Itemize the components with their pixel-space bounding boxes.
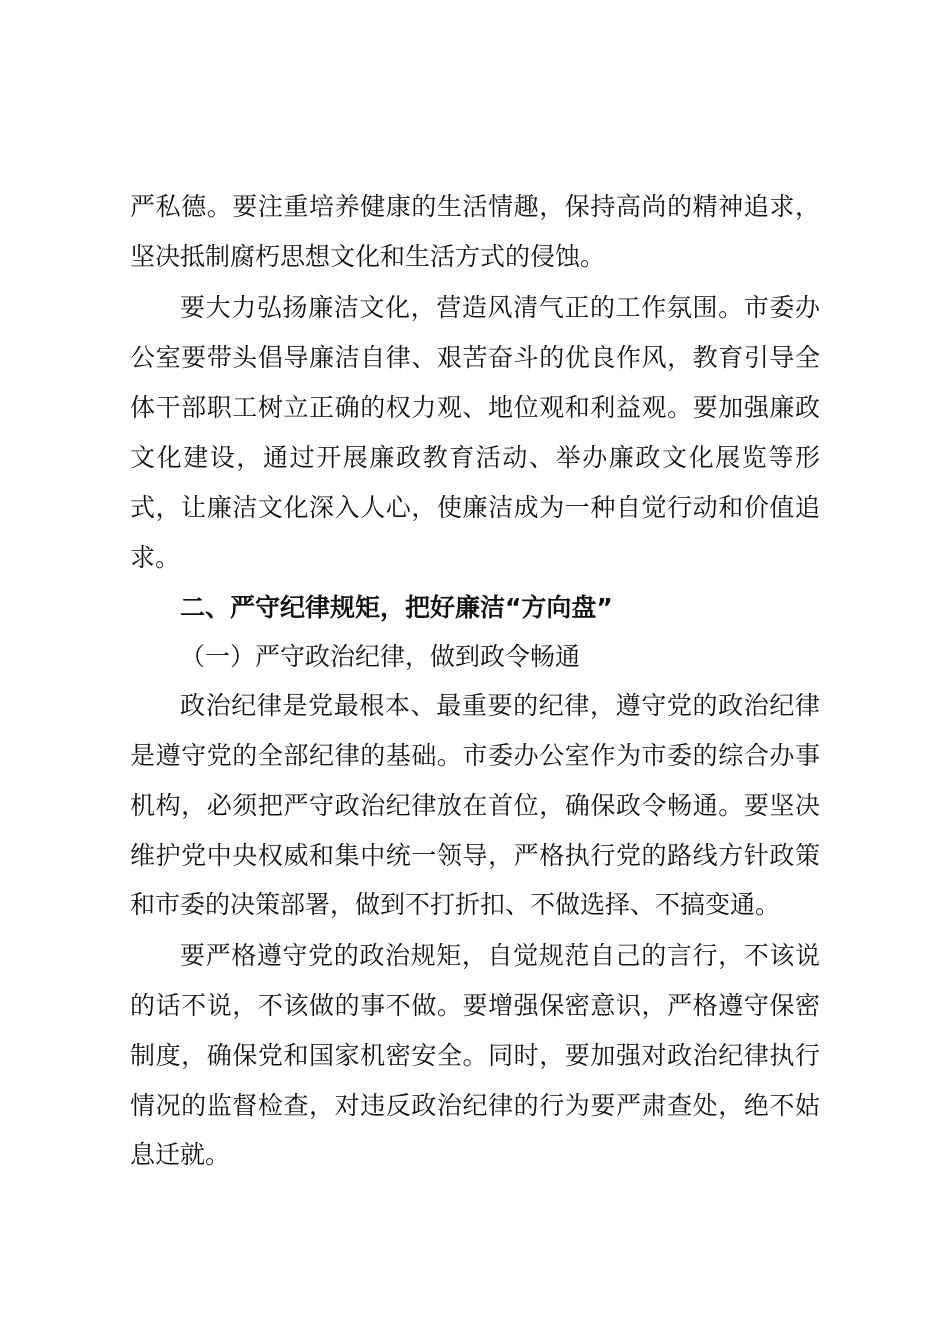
text-line: 式，让廉洁文化深入人心，使廉洁成为一种自觉行动和价值追 [130,493,820,522]
text-line: 维护党中央权威和集中统一领导，严格执行党的路线方针政策 [130,841,820,870]
text-line: 要严格遵守党的政治规矩，自觉规范自己的言行，不该说 [180,941,820,970]
text-line: 息迁就。 [130,1140,231,1169]
text-line: 制度，确保党和国家机密安全。同时，要加强对政治纪律执行 [130,1041,820,1070]
text-line: 情况的监督检查，对违反政治纪律的行为要严肃查处，绝不姑 [130,1091,820,1120]
text-line: 严私德。要注重培养健康的生活情趣，保持高尚的精神追求， [130,192,820,221]
text-line: 是遵守党的全部纪律的基础。市委办公室作为市委的综合办事 [130,741,820,770]
text-line: 的话不说，不该做的事不做。要增强保密意识，严格遵守保密 [130,991,820,1020]
text-line: 要大力弘扬廉洁文化，营造风清气正的工作氛围。市委办 [180,293,820,322]
section-heading: 二、严守纪律规矩，把好廉洁“方向盘” [180,593,613,622]
text-line: 公室要带头倡导廉洁自律、艰苦奋斗的优良作风，教育引导全 [130,343,820,372]
text-line: 体干部职工树立正确的权力观、地位观和利益观。要加强廉政 [130,393,820,422]
text-line: 坚决抵制腐朽思想文化和生活方式的侵蚀。 [130,242,606,271]
text-line: 和市委的决策部署，做到不打折扣、不做选择、不搞变通。 [130,890,781,919]
subsection-heading: （一）严守政治纪律，做到政令畅通 [180,642,581,671]
text-line: 求。 [130,543,181,572]
text-line: 政治纪律是党最根本、最重要的纪律，遵守党的政治纪律 [180,691,820,720]
text-line: 机构，必须把严守政治纪律放在首位，确保政令畅通。要坚决 [130,791,820,820]
text-line: 文化建设，通过开展廉政教育活动、举办廉政文化展览等形 [130,443,820,472]
